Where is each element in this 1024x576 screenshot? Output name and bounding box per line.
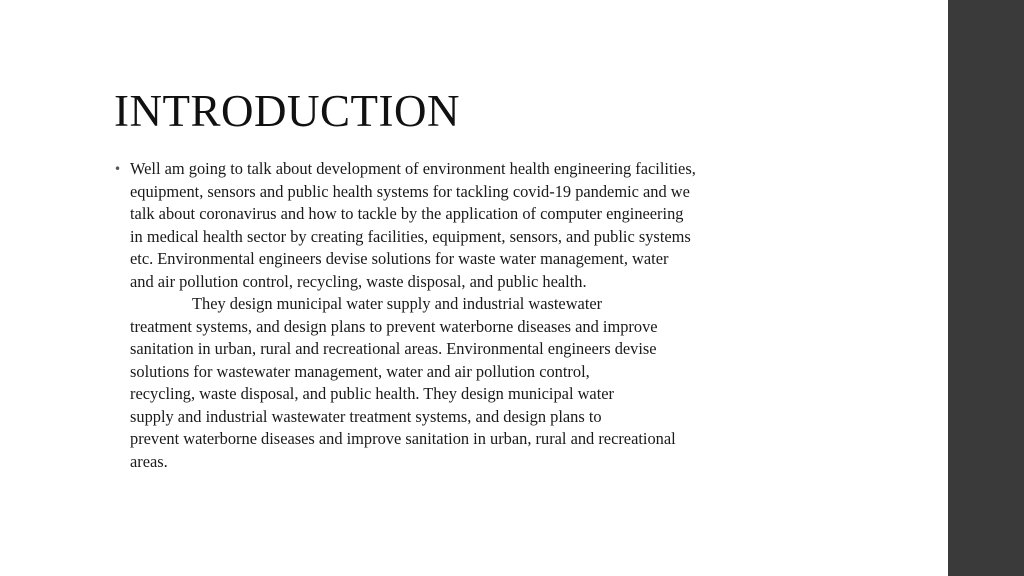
text-line: in medical health sector by creating facilities, equipment, sensors, and public systems — [130, 226, 691, 246]
text-line: and air pollution control, recycling, waste disposal, and public health. — [130, 271, 587, 291]
text-line: supply and industrial wastewater treatment systems, and design plans to — [130, 406, 602, 426]
text-line: solutions for wastewater management, water and air pollution control, — [130, 361, 590, 381]
text-line: treatment systems, and design plans to prevent waterborne diseases and improve — [130, 316, 658, 336]
text-line: Well am going to talk about development of environment health engineering facilities, — [130, 159, 696, 178]
bullet-item — [114, 158, 820, 473]
bullet-list — [114, 158, 820, 473]
text-line-indented: They design municipal water supply and industrial wastewater — [192, 294, 603, 313]
side-accent-bar — [948, 0, 1024, 576]
text-line: etc. Environmental engineers devise solutions for waste water management, water — [130, 249, 669, 268]
text-line: areas. — [130, 451, 168, 471]
bullet-marker: • — [114, 162, 122, 176]
text-line: prevent waterborne diseases and improve sanitation in urban, rural and recreational — [130, 429, 676, 448]
text-line: talk about coronavirus and how to tackle by the application of computer engineering — [130, 204, 684, 223]
text-line: recycling, waste disposal, and public health. They design municipal water — [130, 384, 614, 403]
slide-title: INTRODUCTION — [114, 86, 460, 136]
text-line: sanitation in urban, rural and recreational areas. Environmental engineers devise — [130, 339, 657, 358]
text-line: equipment, sensors and public health systems for tackling covid-19 pandemic and we — [130, 181, 690, 201]
